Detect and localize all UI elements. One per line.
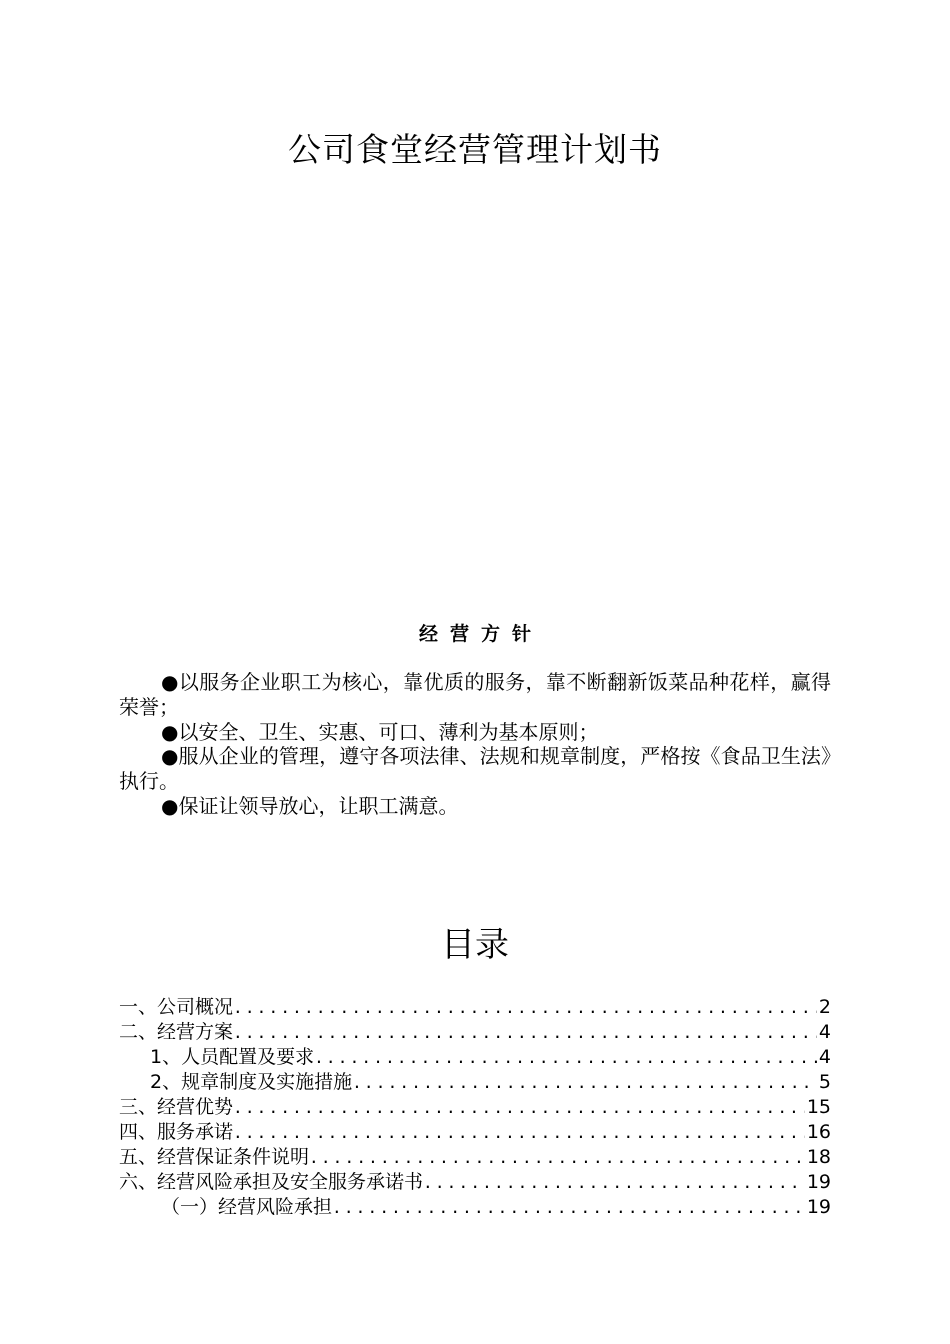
toc-entry-page: 5 [818, 1071, 831, 1093]
toc-entry[interactable] [119, 1145, 831, 1170]
policy-item: ●服从企业的管理，遵守各项法律、法规和规章制度，严格按《食品卫生法》执行。 [119, 744, 831, 794]
policy-item: ●保证让领导放心，让职工满意。 [161, 793, 459, 818]
policy-heading: 经营方针 [418, 623, 543, 645]
toc-entry-page: 4 [818, 1021, 831, 1043]
toc-leader-dots [233, 995, 817, 1020]
toc-entry-page: 19 [806, 1196, 831, 1218]
toc-leader-dots [423, 1170, 805, 1195]
toc-entry-label: 二、经营方案 [119, 1021, 234, 1043]
toc-entry[interactable] [119, 1095, 831, 1120]
toc-entry-label: 五、经营保证条件说明 [119, 1146, 310, 1168]
policy-list [119, 670, 831, 819]
toc-entry-page: 16 [806, 1121, 831, 1143]
toc-entry-page: 2 [818, 996, 831, 1018]
toc-entry[interactable] [119, 1120, 831, 1145]
toc-leader-dots [309, 1145, 805, 1170]
toc-entry-label: 1、人员配置及要求 [150, 1046, 315, 1068]
toc-leader-dots [352, 1070, 817, 1095]
policy-item: ●以服务企业职工为核心，靠优质的服务，靠不断翻新饭菜品种花样，赢得荣誉； [119, 670, 831, 719]
toc-entry-label: （一）经营风险承担 [161, 1196, 333, 1218]
policy-item: ●以安全、卫生、实惠、可口、薄利为基本原则； [161, 719, 599, 744]
toc-entry[interactable] [119, 1195, 831, 1220]
toc-entry-label: 一、公司概况 [119, 996, 234, 1018]
toc-leader-dots [332, 1195, 805, 1220]
toc-entry-page: 15 [806, 1096, 831, 1118]
toc-entry[interactable] [119, 995, 831, 1020]
toc-entry-page: 18 [806, 1146, 831, 1168]
toc-leader-dots [233, 1120, 805, 1145]
toc-entry[interactable] [119, 1070, 831, 1095]
toc-entry[interactable] [119, 1170, 831, 1195]
toc-leader-dots [314, 1045, 817, 1070]
toc-entry[interactable] [119, 1045, 831, 1070]
toc-entry-label: 六、经营风险承担及安全服务承诺书 [119, 1171, 424, 1193]
toc-leader-dots [233, 1020, 817, 1045]
table-of-contents [119, 995, 831, 1220]
toc-entry[interactable] [119, 1020, 831, 1045]
toc-title: 目录 [441, 925, 509, 965]
toc-entry-label: 三、经营优势 [119, 1096, 234, 1118]
toc-entry-page: 4 [818, 1046, 831, 1068]
document-title: 公司食堂经营管理计划书 [288, 130, 662, 169]
toc-entry-label: 四、服务承诺 [119, 1121, 234, 1143]
toc-entry-page: 19 [806, 1171, 831, 1193]
toc-leader-dots [233, 1095, 805, 1120]
toc-entry-label: 2、规章制度及实施措施 [150, 1071, 353, 1093]
